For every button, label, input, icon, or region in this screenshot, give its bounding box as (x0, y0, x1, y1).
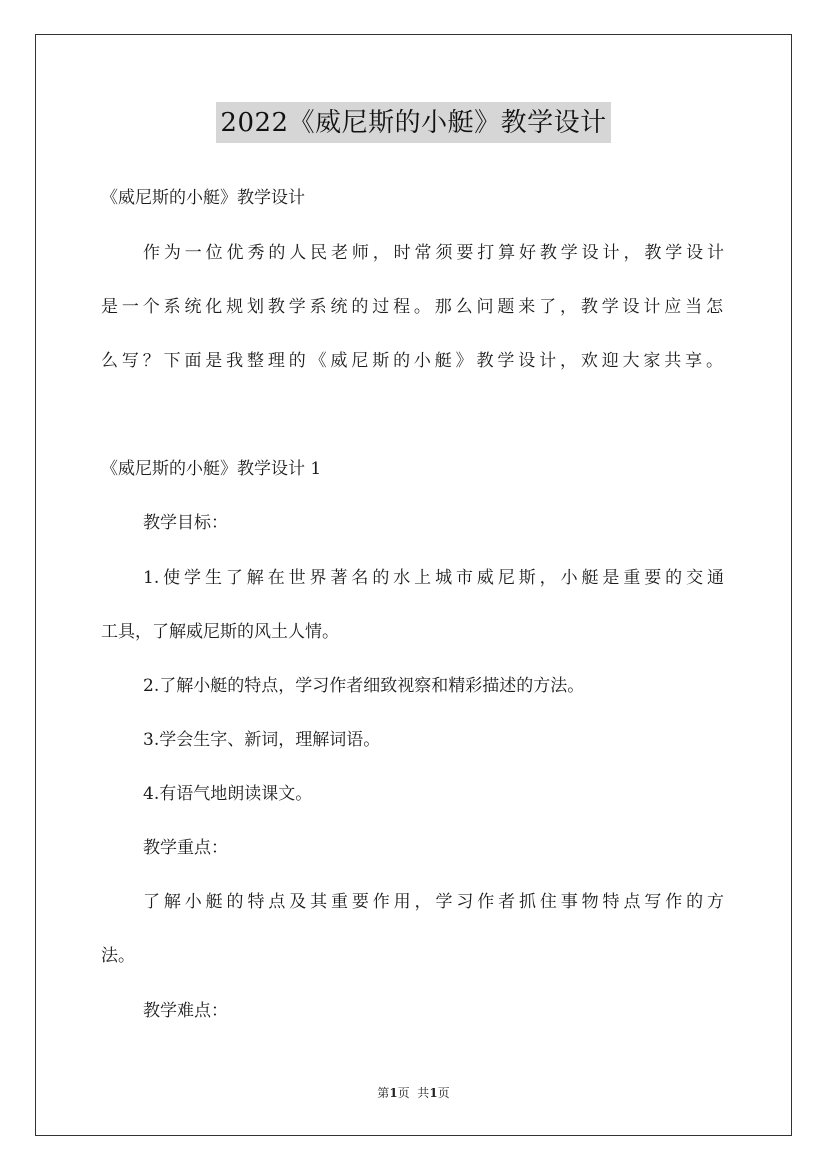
intro-line-2: 是一个系统化规划教学系统的过程。那么问题来了，教学设计应当怎 (101, 297, 723, 317)
footer-suffix: 页 (437, 1086, 450, 1100)
page-footer (0, 1084, 827, 1101)
goal-1-line-2: 工具，了解威尼斯的风土人情。 (101, 622, 339, 642)
section-title: 《威尼斯的小艇》教学设计 1 (101, 459, 322, 479)
intro-line-1: 作为一位优秀的人民老师，时常须要打算好教学设计，教学设计 (143, 243, 724, 263)
document-title: 2022《威尼斯的小艇》教学设计 (216, 102, 610, 143)
intro-line-3: 么写？下面是我整理的《威尼斯的小艇》教学设计，欢迎大家共享。 (101, 351, 723, 371)
key-heading: 教学重点： (143, 838, 228, 858)
difficulty-heading: 教学难点： (143, 1001, 228, 1021)
goal-4: 4.有语气地朗读课文。 (143, 784, 313, 804)
goals-heading: 教学目标： (143, 513, 228, 533)
document-subtitle: 《威尼斯的小艇》教学设计 (101, 188, 305, 208)
footer-page-total: 1 (429, 1086, 438, 1100)
footer-prefix: 第 (377, 1086, 390, 1100)
key-line-1: 了解小艇的特点及其重要作用，学习作者抓住事物特点写作的方 (143, 892, 724, 912)
goal-1-line-1: 1.使学生了解在世界著名的水上城市威尼斯，小艇是重要的交通 (143, 568, 724, 588)
key-line-2: 法。 (101, 946, 135, 966)
title-container (0, 102, 827, 143)
goal-2: 2.了解小艇的特点，学习作者细致视察和精彩描述的方法。 (143, 676, 585, 696)
goal-3: 3.学会生字、新词，理解词语。 (143, 730, 381, 750)
footer-page-current: 1 (389, 1086, 398, 1100)
footer-mid: 页 共 (397, 1086, 430, 1100)
